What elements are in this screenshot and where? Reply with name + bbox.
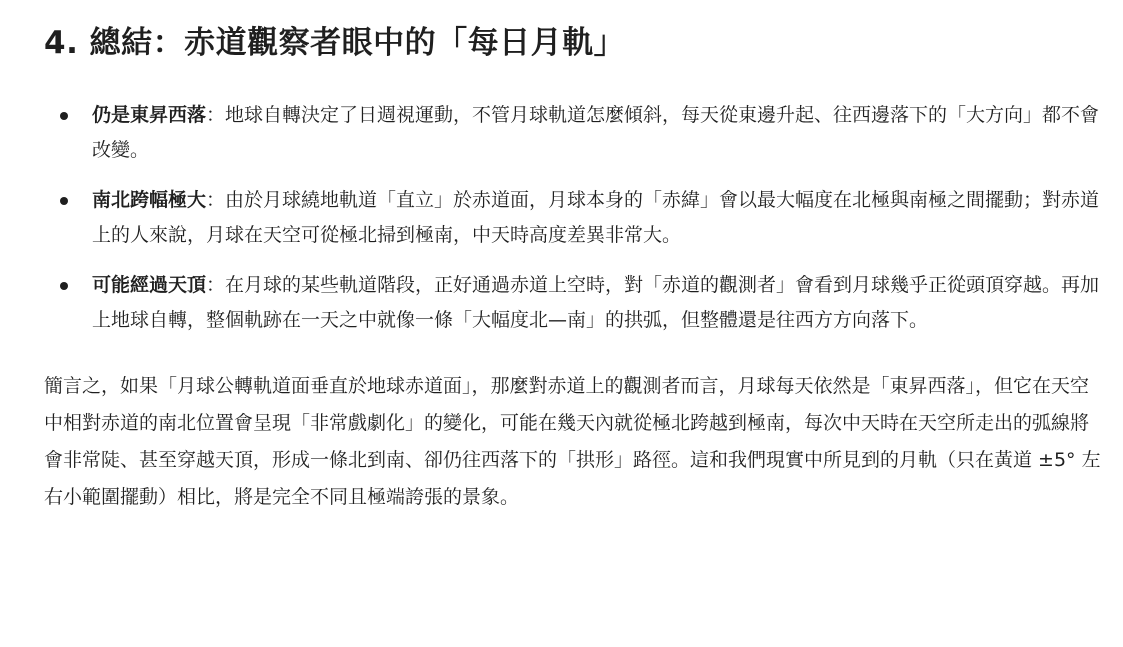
bullet-dot-icon — [60, 112, 68, 120]
bullet-term: 仍是東昇西落 — [92, 104, 207, 126]
summary-bullet-list — [44, 98, 1104, 338]
bullet-text: ：在月球的某些軌道階段，正好通過赤道上空時，對「赤道的觀測者」會看到月球幾乎正從頭頂穿越。再加上地球自轉，整個軌跡在一天之中就像一條「大幅度北—南」的拱弧，但整體還是往西方方向落下。 — [92, 274, 1100, 331]
bullet-item-zenith-pass — [44, 268, 1104, 338]
bullet-item-east-rise-west-set — [44, 98, 1104, 168]
bullet-dot-icon — [60, 282, 68, 290]
bullet-item-north-south-span — [44, 183, 1104, 253]
section-heading: 4. 總結：赤道觀察者眼中的「每日月軌」 — [44, 25, 626, 61]
bullet-term: 可能經過天頂 — [92, 274, 207, 296]
bullet-term: 南北跨幅極大 — [92, 189, 207, 211]
summary-paragraph: 簡言之，如果「月球公轉軌道面垂直於地球赤道面」，那麼對赤道上的觀測者而言，月球每天依然是「東昇西落」，但它在天空中相對赤道的南北位置會呈現「非常戲劇化」的變化，可能在幾天內就從極北跨越到極南，每次中天時在天空所走出的弧線將會非常陡、甚至穿越天頂，形成一條北到南、卻仍往西落下的「拱形」路徑。這和我們現實中所見到的月軌（只在黃道 ±5° 左右小範圍擺動）相比，將是完全不同且極端誇張的景象。 — [44, 375, 1101, 508]
document-section — [44, 22, 1104, 516]
bullet-dot-icon — [60, 197, 68, 205]
bullet-text: ：由於月球繞地軌道「直立」於赤道面，月球本身的「赤緯」會以最大幅度在北極與南極之間擺動；對赤道上的人來說，月球在天空可從極北掃到極南，中天時高度差異非常大。 — [92, 189, 1100, 246]
bullet-text: ：地球自轉決定了日週視運動，不管月球軌道怎麼傾斜，每天從東邊升起、往西邊落下的「大方向」都不會改變。 — [92, 104, 1100, 161]
